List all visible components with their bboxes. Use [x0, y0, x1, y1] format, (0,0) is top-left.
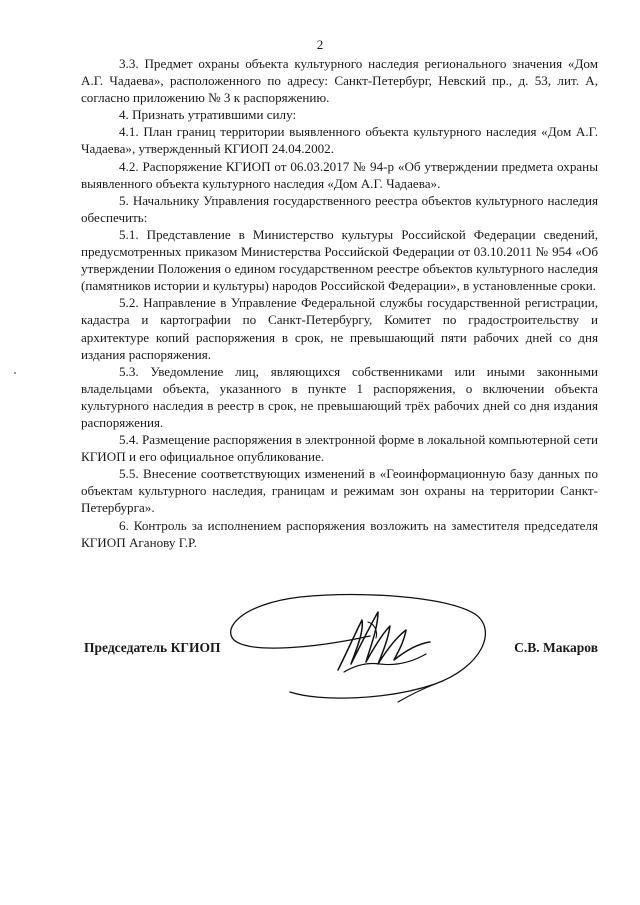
scan-artifact: [14, 372, 16, 374]
paragraph-4-2: 4.2. Распоряжение КГИОП от 06.03.2017 № 94-р «Об утверждении предмета охраны выявленного объекта культурного наследия «Дом А.Г. Чадаева».: [81, 158, 598, 191]
signer-position: Председатель КГИОП: [84, 640, 221, 655]
signature-block: [84, 640, 598, 660]
signer-name: С.В. Макаров: [514, 640, 598, 655]
paragraph-5-2: 5.2. Направление в Управление Федеральной службы государственной регистрации, кадастра и картографии по Санкт-Петербургу, Комитет по градостроительству и архитектуре копий распоряжения в срок, не превышающий пяти рабочих дней со дня издания распоряжения.: [81, 295, 598, 362]
page-number: 2: [316, 37, 324, 52]
paragraph-4-1: 4.1. План границ территории выявленного объекта культурного наследия «Дом А.Г. Чадаева», утвержденный КГИОП 24.04.2002.: [81, 124, 598, 157]
paragraph-3-3: 3.3. Предмет охраны объекта культурного наследия регионального значения «Дом А.Г. Чадаева», расположенного по адресу: Санкт-Петербург, Невский пр., д. 53, лит. А, согласно приложению № 3 к распоряжению.: [81, 56, 598, 106]
paragraph-5-5: 5.5. Внесение соответствующих изменений в «Геоинформационную базу данных по объектам культурного наследия, границам и режимам зон охраны на территории Санкт-Петербурга».: [81, 466, 598, 516]
paragraph-5: 5. Начальнику Управления государственного реестра объектов культурного наследия обеспечить:: [81, 192, 598, 225]
document-body: [81, 55, 598, 551]
paragraph-4: 4. Признать утратившими силу:: [119, 107, 297, 123]
paragraph-5-4: 5.4. Размещение распоряжения в электронной форме в локальной компьютерной сети КГИОП и его официальное опубликование.: [81, 432, 598, 465]
paragraph-5-1: 5.1. Представление в Министерство культуры Российской Федерации сведений, предусмотренных приказом Министерства Российской Федерации от 03.10.2011 № 954 «Об утверждении Положения о едином государственном реестре объектов культурного наследия (памятников истории и культуры) народов Российской Федерации», в установленные сроки.: [81, 226, 598, 294]
paragraph-6: 6. Контроль за исполнением распоряжения возложить на заместителя председателя КГИОП Аганову Г.Р.: [81, 517, 598, 550]
paragraph-5-3: 5.3. Уведомление лиц, являющихся собственниками или иными законными владельцами объекта, указанного в пункте 1 распоряжения, о включении объекта культурного наследия в реестр в срок, не превышающий трёх рабочих дней со дня издания распоряжения.: [81, 363, 598, 430]
